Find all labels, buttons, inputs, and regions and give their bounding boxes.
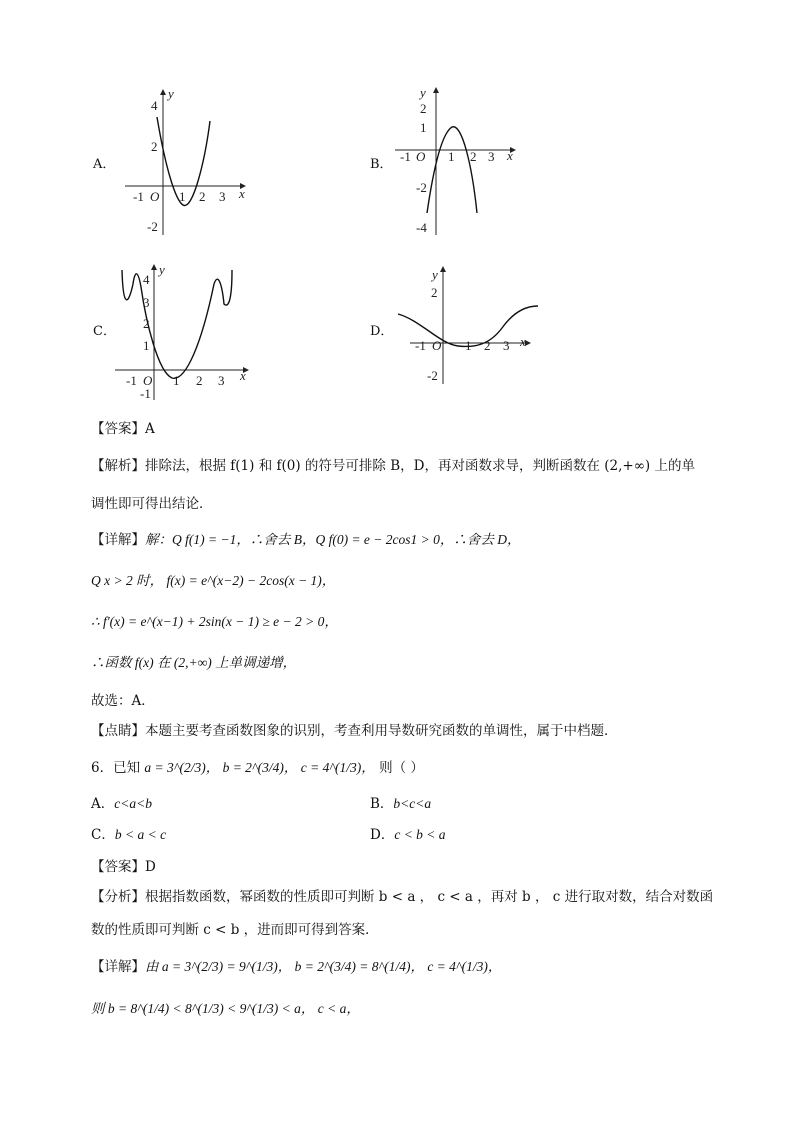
comment-tag: 【点睛】: [91, 723, 145, 739]
q6-stem-math: a = 3^(2/3)， b = 2^(3/4)， c = 4^(1/3)，: [144, 760, 375, 775]
tick-x: 2: [484, 338, 491, 353]
q5-answer-line: [91, 417, 155, 437]
tick-x: 1: [179, 189, 186, 204]
answer-value: A: [145, 421, 155, 437]
q5-detail-line2: Q x > 2 时， f(x) = e^(x−2) − 2cos(x − 1)，: [91, 573, 336, 588]
option-d-label: D．: [370, 324, 394, 339]
analysis-text: 排除法，根据 f(1) 和 f(0) 的符号可排除 B，D，再对函数求导，判断函数在 (2,+∞) 上的单: [145, 458, 695, 474]
q5-analysis-line2: 调性即可得出结论．: [91, 496, 213, 512]
tick-y: 4: [151, 98, 158, 113]
detail-tag: 【详解】: [91, 532, 145, 548]
q5-analysis-line1: [91, 454, 695, 474]
origin-label: O: [143, 373, 153, 388]
option-c-label: C．: [93, 324, 116, 339]
tick-y: 1: [420, 120, 427, 135]
origin-label: O: [150, 189, 160, 204]
choice-text: c<a<b: [114, 796, 152, 811]
q5-detail-line3: ∴ f′(x) = e^(x−1) + 2sin(x − 1) ≥ e − 2 > 0，: [91, 614, 338, 629]
option-b-label: B．: [370, 157, 393, 172]
tick-y: 2: [431, 285, 438, 300]
tick-y: -2: [427, 368, 438, 383]
q5-comment-line: [91, 719, 618, 739]
q6-stem: [91, 756, 424, 776]
q6-choice-a[interactable]: [91, 792, 152, 812]
curve-c: [122, 270, 232, 378]
tick-y: 1: [143, 338, 150, 353]
tick-y: 2: [143, 316, 150, 331]
tick-x: 2: [199, 189, 206, 204]
tick-y: 2: [420, 101, 427, 116]
tick-x: -1: [126, 373, 137, 388]
y-axis-label: y: [420, 85, 426, 100]
tick-y: -4: [416, 220, 427, 235]
choice-label: A．: [91, 796, 115, 812]
y-axis-label: y: [168, 86, 174, 101]
curve-b: [427, 127, 477, 213]
tick-x: -1: [415, 338, 426, 353]
tick-x: -1: [400, 149, 411, 164]
tick-y: 2: [151, 139, 158, 154]
tick-x: 3: [219, 189, 226, 204]
x-axis-label: x: [507, 148, 513, 163]
q6-choice-c[interactable]: [91, 823, 166, 843]
answer-tag: 【答案】: [91, 859, 145, 875]
q5-detail-line4: ∴函数 f(x) 在 (2,+∞) 上单调递增，: [91, 655, 297, 670]
tick-y: 4: [143, 272, 150, 287]
x-axis-label: x: [239, 186, 245, 201]
origin-label: O: [416, 149, 426, 164]
tick-y: -1: [140, 386, 151, 401]
tick-x: 3: [218, 373, 225, 388]
tick-x: 2: [470, 149, 477, 164]
tick-y: -2: [147, 219, 158, 234]
q6-analysis-line1: [91, 885, 713, 905]
q6-stem-suffix: 则（ ）: [379, 760, 424, 776]
q6-stem-prefix: 6．已知: [91, 760, 141, 776]
q6-analysis-line2: 数的性质即可判断 c < b ，进而即可得到答案．: [91, 922, 379, 938]
analysis-tag: 【分析】: [91, 889, 145, 905]
x-axis-label: x: [240, 368, 246, 383]
choice-label: B．: [370, 796, 394, 812]
answer-tag: 【答案】: [91, 421, 145, 437]
graph-d: [390, 262, 540, 387]
option-a-label: A．: [93, 157, 116, 172]
detail-text: 由 a = 3^(2/3) = 9^(1/3)， b = 2^(3/4) = 8^(1/4)， c = 4^(1/3)，: [145, 959, 502, 974]
graph-c: [110, 262, 255, 402]
graph-a: [115, 85, 255, 240]
tick-x: 2: [196, 373, 203, 388]
q6-choice-b[interactable]: [370, 792, 431, 812]
q6-detail-line1: [91, 955, 501, 975]
tick-y: -2: [416, 180, 427, 195]
tick-x: 3: [503, 338, 510, 353]
tick-x: 3: [488, 149, 495, 164]
q5-detail-line5: 故选：A．: [91, 693, 155, 709]
choice-label: C．: [91, 827, 115, 843]
q6-choice-d[interactable]: [370, 823, 446, 843]
q6-detail-line2: 则 b = 8^(1/4) < 8^(1/3) < 9^(1/3) < a， c < a，: [91, 1001, 360, 1016]
comment-text: 本题主要考查函数图象的识别，考查利用导数研究函数的单调性，属于中档题．: [145, 723, 618, 739]
choice-text: c < b < a: [394, 827, 446, 842]
graph-b: [390, 85, 530, 240]
choice-text: b < a < c: [114, 827, 167, 842]
choice-label: D．: [370, 827, 395, 843]
origin-label: O: [432, 338, 442, 353]
y-axis-label: y: [159, 262, 165, 277]
tick-x: 1: [173, 373, 180, 388]
q6-answer-line: [91, 855, 156, 875]
choice-text: b<c<a: [393, 796, 432, 811]
tick-x: -1: [133, 189, 144, 204]
tick-x: 1: [448, 149, 455, 164]
x-axis-label: x: [520, 334, 526, 349]
y-axis-label: y: [432, 267, 438, 282]
analysis-tag: 【解析】: [91, 458, 145, 474]
analysis-text: 根据指数函数，幂函数的性质即可判断 b < a ， c < a ，再对 b ， c 进行取对数，结合对数函: [145, 889, 714, 905]
answer-value: D: [145, 859, 156, 875]
tick-x: 1: [465, 338, 472, 353]
q5-detail-line1: [91, 528, 521, 548]
tick-y: 3: [143, 295, 150, 310]
detail-tag: 【详解】: [91, 959, 145, 975]
detail-text: 解：Q f(1) = −1，∴舍去 B，Q f(0) = e − 2cos1 > 0，∴舍去 D，: [145, 532, 521, 547]
